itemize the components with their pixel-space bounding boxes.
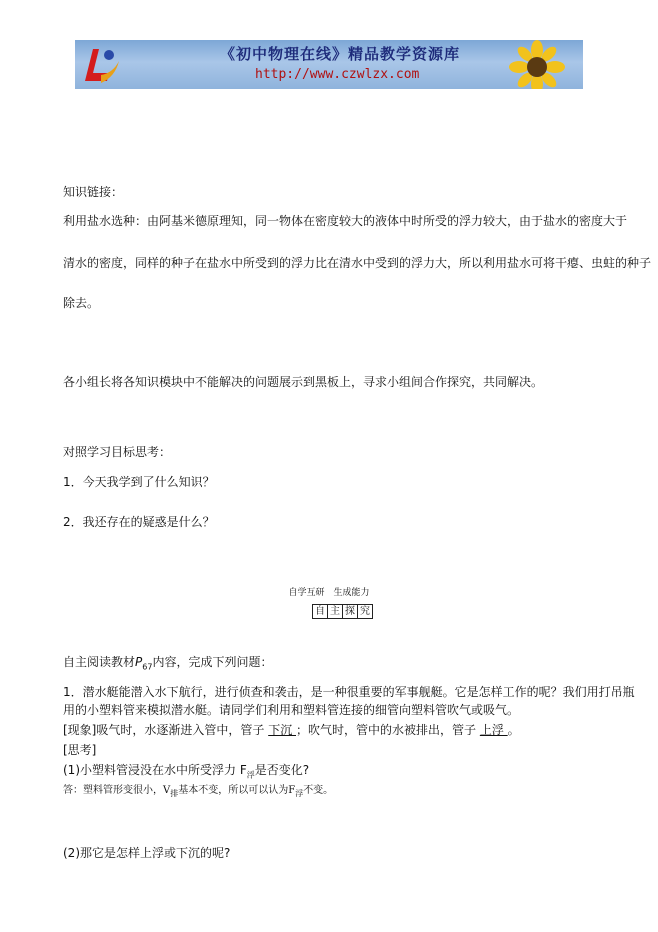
- reflection-heading: 对照学习目标思考：: [63, 445, 172, 459]
- banner-url: http://www.czwlzx.com: [255, 67, 420, 82]
- answer-subscript-2: 浮: [295, 789, 304, 798]
- badge-char: 自: [312, 604, 328, 619]
- reading-instruction: [63, 654, 272, 675]
- sub1-subscript: 浮: [246, 770, 255, 780]
- knowledge-line-3: 除去。: [63, 296, 100, 310]
- header-banner: [75, 40, 583, 89]
- section-title: 自学互研 生成能力: [288, 588, 370, 598]
- phenomenon-c: 。: [507, 723, 520, 737]
- answer-subscript-1: 排: [170, 789, 179, 798]
- answer-c: 不变。: [303, 785, 334, 796]
- sub-question-2: (2)那它是怎样上浮或下沉的呢?: [63, 846, 231, 860]
- phenomenon-line: [63, 722, 520, 738]
- badge-char: 究: [357, 604, 373, 619]
- answer-blank-2: 上浮: [479, 723, 508, 737]
- sub1-b: 是否变化?: [254, 763, 310, 777]
- sub1-a: (1)小塑料管浸没在水中所受浮力 F: [63, 763, 247, 777]
- page-letter: P: [135, 655, 143, 669]
- reading-pre: 自主阅读教材: [63, 655, 136, 669]
- badge-char: 探: [342, 604, 358, 619]
- sub-question-1: [63, 762, 309, 783]
- reading-post: 内容，完成下列问题：: [152, 655, 273, 669]
- banner-title: 《初中物理在线》精品教学资源库: [220, 45, 461, 63]
- reflection-question-2: 2．我还存在的疑惑是什么？: [63, 515, 215, 529]
- section-badge: [313, 604, 373, 619]
- knowledge-line-2: 清水的密度，同样的种子在盐水中所受到的浮力比在清水中受到的浮力大，所以利用盐水可将干瘪、虫蛀的种子: [63, 256, 652, 270]
- q1-line-1: 1．潜水艇能潜入水下航行，进行侦查和袭击，是一种很重要的军事舰艇。它是怎样工作的呢？我们用打吊瓶: [63, 685, 635, 699]
- group-note: 各小组长将各知识模块中不能解决的问题展示到黑板上，寻求小组间合作探究，共同解决。: [63, 375, 544, 389]
- think-label: [思考]: [63, 743, 97, 757]
- badge-char: 主: [327, 604, 343, 619]
- knowledge-line-1: 利用盐水选种：由阿基米德原理知，同一物体在密度较大的液体中时所受的浮力较大，由于盐水的密度大于: [63, 214, 628, 228]
- phenomenon-a: [现象]吸气时，水逐渐进入管中，管子: [63, 723, 269, 737]
- phenomenon-b: ；吹气时，管中的水被排出，管子: [296, 723, 480, 737]
- answer-blank-1: 下沉: [268, 723, 297, 737]
- reflection-question-1: 1．今天我学到了什么知识？: [63, 475, 215, 489]
- answer-line: [63, 783, 333, 802]
- knowledge-heading: 知识链接：: [63, 185, 124, 199]
- answer-b: 基本不变，所以可以认为F: [178, 785, 296, 796]
- q1-line-2: 用的小塑料管来模拟潜水艇。请同学们利用和塑料管连接的细管向塑料管吹气或吸气。: [63, 703, 520, 717]
- answer-a: 答：塑料管形变很小，V: [63, 785, 171, 796]
- sunflower-icon: [497, 40, 577, 89]
- logo-icon: [79, 43, 123, 87]
- page-number: 67: [142, 662, 153, 672]
